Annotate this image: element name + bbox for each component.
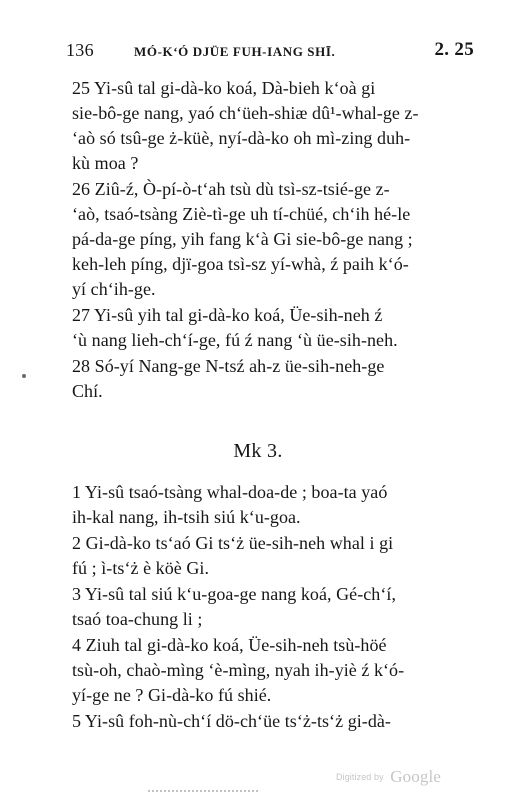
verse-line: 28 Só-yí Nang-ge N-tsź ah-z üe-sih-neh-ge [72, 356, 385, 376]
margin-dot [22, 374, 26, 378]
verse-line: tsù-oh, chaò-mìng ‘è-mìng, nyah ih-yiè ź k‘ó- [72, 660, 405, 680]
verse-line: ‘aò só tsû-ge ż-küè, nyí-dà-ko oh mì-zing duh- [72, 128, 411, 148]
verse-block-before-chapter [72, 76, 470, 404]
verse-27 [72, 303, 470, 353]
verse-26 [72, 177, 470, 302]
verse-28 [72, 354, 470, 404]
watermark-caption: Digitized by [336, 772, 384, 782]
verse-3 [72, 582, 470, 632]
bottom-page-artifact [148, 790, 258, 798]
running-title: MÓ-K‘Ó DJÜE FUH-IANG SHĪ. [134, 44, 336, 59]
verse-line: kù moa ? [72, 153, 139, 173]
verse-25 [72, 76, 470, 176]
verse-line: 26 Ziû-ź, Ò-pí-ò-t‘ah tsù dù tsì-sz-tsié-ge z- [72, 179, 390, 199]
verse-line: 3 Yi-sû tal siú k‘u-goa-ge nang koá, Gé-ch‘í, [72, 584, 396, 604]
verse-line: Chí. [72, 381, 103, 401]
verse-line: 1 Yi-sû tsaó-tsàng whal-doa-de ; boa-ta yaó [72, 482, 388, 502]
verse-line: ‘aò, tsaó-tsàng Ziè-tì-ge uh tí-chüé, ch‘ih hé-le [72, 204, 411, 224]
verse-line: 2 Gi-dà-ko ts‘aó Gi ts‘ż üe-sih-neh whal i gi [72, 533, 394, 553]
verse-line: sie-bô-ge nang, yaó ch‘üeh-shiæ dû¹-whal-ge z- [72, 103, 419, 123]
verse-line: 4 Ziuh tal gi-dà-ko koá, Üe-sih-neh tsù-höé [72, 635, 387, 655]
page-header [66, 38, 474, 62]
verse-4 [72, 633, 470, 708]
verse-2 [72, 531, 470, 581]
verse-line: ih-kal nang, ih-tsih siú k‘u-goa. [72, 507, 301, 527]
verse-line: yí ch‘ih-ge. [72, 279, 156, 299]
digitized-watermark [336, 767, 441, 787]
verse-5 [72, 709, 470, 734]
verse-line: tsaó toa-chung li ; [72, 609, 203, 629]
verse-1 [72, 480, 470, 530]
verse-line: 27 Yi-sû yih tal gi-dà-ko koá, Üe-sih-neh ź [72, 305, 383, 325]
verse-line: pá-da-ge píng, yih fang k‘à Gi sie-bô-ge nang ; [72, 229, 413, 249]
verse-line: 5 Yi-sû foh-nù-ch‘í dö-ch‘üe ts‘ż-ts‘ż gi-dà- [72, 711, 391, 731]
verse-line: fú ; ì-ts‘ż è köè Gi. [72, 558, 210, 578]
verse-line: yí-ge ne ? Gi-dà-ko fú shié. [72, 685, 272, 705]
google-logo-text: Google [390, 767, 441, 786]
chapter-reference: 2. 25 [434, 39, 474, 60]
verse-line: ‘ù nang lieh-ch‘í-ge, fú ź nang ‘ù üe-sih-neh. [72, 330, 398, 350]
verse-block-chapter-3 [72, 480, 470, 734]
page-number: 136 [66, 40, 94, 60]
verse-line: 25 Yi-sû tal gi-dà-ko koá, Dà-bieh k‘oà gi [72, 78, 376, 98]
verse-line: keh-leh píng, djï-goa tsì-sz yí-whà, ź paih k‘ó- [72, 254, 409, 274]
chapter-heading: Mk 3. [233, 440, 283, 462]
